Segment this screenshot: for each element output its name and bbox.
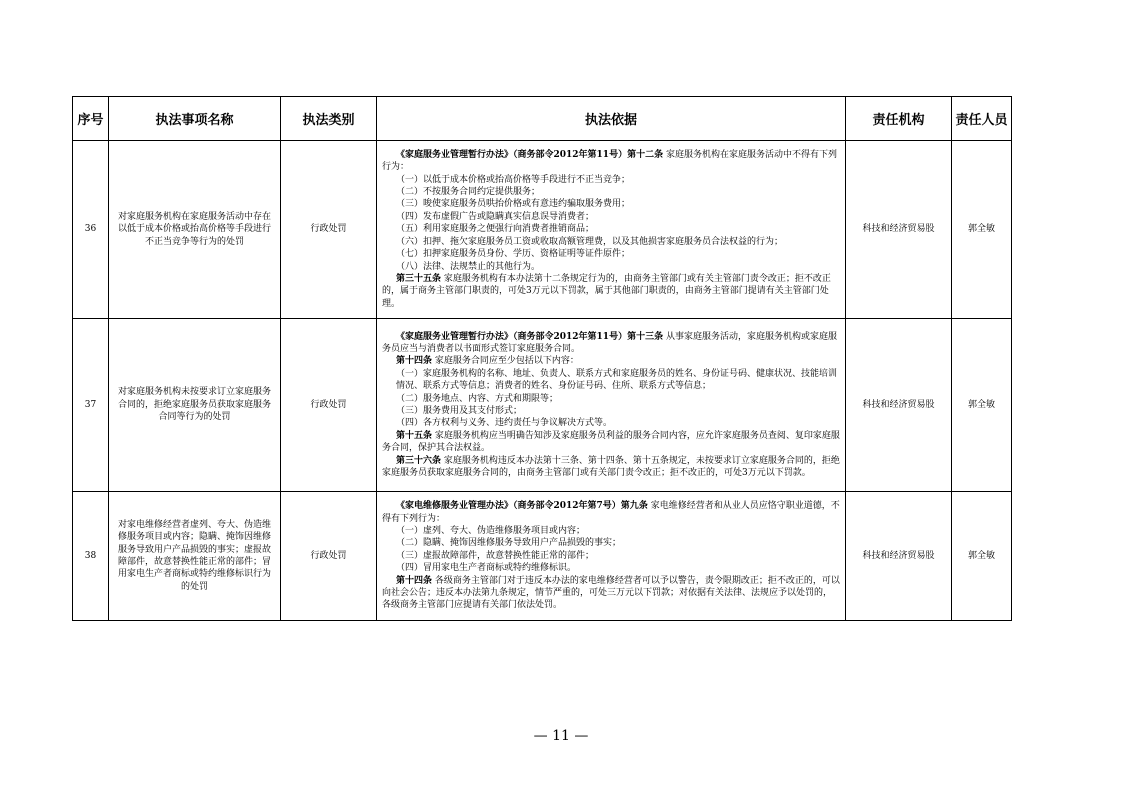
basis-item: （七）扣押家庭服务员身份、学历、资格证明等证件原件；	[396, 249, 631, 260]
basis-title: 《家庭服务业管理暂行办法》（商务部令2012年第11号）第十三条	[396, 331, 664, 342]
basis-item: （二）服务地点、内容、方式和期限等；	[396, 393, 559, 404]
basis-item: （四）各方权利与义务、违约责任与争议解决方式等。	[396, 418, 613, 429]
basis-paragraph	[382, 455, 840, 480]
cell-seq: 36	[73, 141, 109, 319]
basis-title: 《家庭服务业管理暂行办法》（商务部令2012年第11号）第十二条	[396, 149, 664, 160]
basis-text: 家庭服务机构在家庭服务活动中不得有下列行为：	[382, 149, 837, 173]
basis-item: （二）隐瞒、掩饰因维修服务导致用户产品损毁的事实；	[396, 538, 622, 549]
basis-paragraph	[382, 273, 840, 310]
page	[72, 96, 1011, 621]
basis-item: （一）以低于成本价格或抬高价格等手段进行不正当竞争；	[396, 174, 631, 185]
basis-text: 家庭服务机构违反本办法第十三条、第十四条、第十五条规定，未按要求订立家庭服务合同的，拒绝家庭服务员获取家庭服务合同的，由商务主管部门或有关部门责令改正；拒不改正的，可处3万元以下罚款。	[382, 455, 840, 479]
cell-seq: 37	[73, 319, 109, 492]
basis-item: （一）虚列、夸大、伪造维修服务项目或内容；	[396, 525, 586, 536]
basis-item: （八）法律、法规禁止的其他行为。	[396, 261, 541, 272]
basis-article: 第三十六条	[396, 455, 442, 466]
basis-title: 《家电维修服务业管理办法》（商务部令2012年第7号）第九条	[396, 501, 648, 512]
table-row	[73, 141, 1012, 319]
basis-paragraph	[382, 149, 840, 174]
basis-article: 第十四条	[396, 356, 433, 367]
basis-item: （四）冒用家电生产者商标或特约维修标识。	[396, 563, 577, 574]
basis-article: 第三十五条	[396, 273, 442, 284]
header-person: 责任人员	[952, 97, 1012, 141]
cell-org: 科技和经济贸易股	[846, 319, 952, 492]
cell-org: 科技和经济贸易股	[846, 492, 952, 621]
basis-item: （二）不按服务合同约定提供服务；	[396, 187, 541, 198]
cell-basis	[377, 492, 846, 621]
cell-name: 对家电维修经营者虚列、夸大、伪造维修服务项目或内容；隐瞒、掩饰因维修服务导致用户产品损毁的事实；虚报故障部件，故意替换性能正常的部件；冒用家电生产者商标或特约维修标识行为的处罚	[109, 492, 281, 621]
basis-item: （四）发布虚假广告或隐瞒真实信息误导消费者；	[396, 211, 595, 222]
page-number: — 11 —	[533, 728, 589, 744]
cell-person: 郭全敏	[952, 319, 1012, 492]
cell-org: 科技和经济贸易股	[846, 141, 952, 319]
basis-item: （三）虚报故障部件，故意替换性能正常的部件；	[396, 550, 595, 561]
header-seq: 序号	[73, 97, 109, 141]
basis-paragraph	[382, 355, 840, 367]
basis-text: 家电维修经营者和从业人员应恪守职业道德，不得有下列行为：	[382, 501, 840, 524]
basis-paragraph	[382, 500, 840, 525]
header-type: 执法类别	[281, 97, 377, 141]
basis-text: 家庭服务机构应当明确告知涉及家庭服务员利益的服务合同内容，应允许家庭服务员查阅、复印家庭服务合同，保护其合法权益。	[382, 430, 840, 454]
cell-basis	[377, 319, 846, 492]
cell-name: 对家庭服务机构在家庭服务活动中存在以低于成本价格或抬高价格等手段进行不正当竞争等行为的处罚	[109, 141, 281, 319]
law-enforcement-table	[72, 96, 1012, 621]
basis-article: 第十五条	[396, 430, 433, 441]
cell-type: 行政处罚	[281, 141, 377, 319]
cell-person: 郭全敏	[952, 492, 1012, 621]
basis-text: 各级商务主管部门对于违反本办法的家电维修经营者可以予以警告，责令限期改正；拒不改正的，可以向社会公告；违反本办法第九条规定，情节严重的，可处三万元以下罚款；对依据有关法律、法规应予以处罚的，各级商务主管部门应提请有关部门依法处罚。	[382, 575, 840, 611]
cell-seq: 38	[73, 492, 109, 621]
basis-text: 家庭服务机构有本办法第十二条规定行为的，由商务主管部门或有关主管部门责令改正；拒不改正的，属于商务主管部门职责的，可处3万元以下罚款，属于其他部门职责的，由商务主管部门提请有关主管部门处理。	[382, 273, 831, 309]
cell-type: 行政处罚	[281, 492, 377, 621]
table-row	[73, 319, 1012, 492]
basis-item: （三）服务费用及其支付形式；	[396, 406, 523, 416]
header-name: 执法事项名称	[109, 97, 281, 141]
basis-article: 第十四条	[396, 575, 433, 586]
basis-paragraph	[382, 575, 840, 612]
table-header-row	[73, 97, 1012, 141]
cell-name: 对家庭服务机构未按要求订立家庭服务合同的，拒绝家庭服务员获取家庭服务合同等行为的处罚	[109, 319, 281, 492]
basis-item: （六）扣押、拖欠家庭服务员工资或收取高额管理费，以及其他损害家庭服务员合法权益的行为；	[396, 236, 784, 247]
table-row	[73, 492, 1012, 621]
basis-paragraph	[382, 430, 840, 455]
basis-item: （五）利用家庭服务之便强行向消费者推销商品；	[396, 224, 595, 235]
basis-text: 家庭服务合同应至少包括以下内容：	[432, 356, 579, 367]
cell-basis	[377, 141, 846, 319]
cell-type: 行政处罚	[281, 319, 377, 492]
basis-item: （一）家庭服务机构的名称、地址、负责人、联系方式和家庭服务员的姓名、身份证号码、健康状况、技能培训情况、联系方式等信息；消费者的姓名、身份证号码、住所、联系方式等信息；	[396, 368, 838, 392]
basis-text: 从事家庭服务活动，家庭服务机构或家庭服务员应当与消费者以书面形式签订家庭服务合同。	[382, 331, 837, 354]
basis-item: （三）唆使家庭服务员哄抬价格或有意违约骗取服务费用；	[396, 199, 631, 210]
header-basis: 执法依据	[377, 97, 846, 141]
basis-paragraph	[382, 331, 840, 356]
cell-person: 郭全敏	[952, 141, 1012, 319]
header-org: 责任机构	[846, 97, 952, 141]
